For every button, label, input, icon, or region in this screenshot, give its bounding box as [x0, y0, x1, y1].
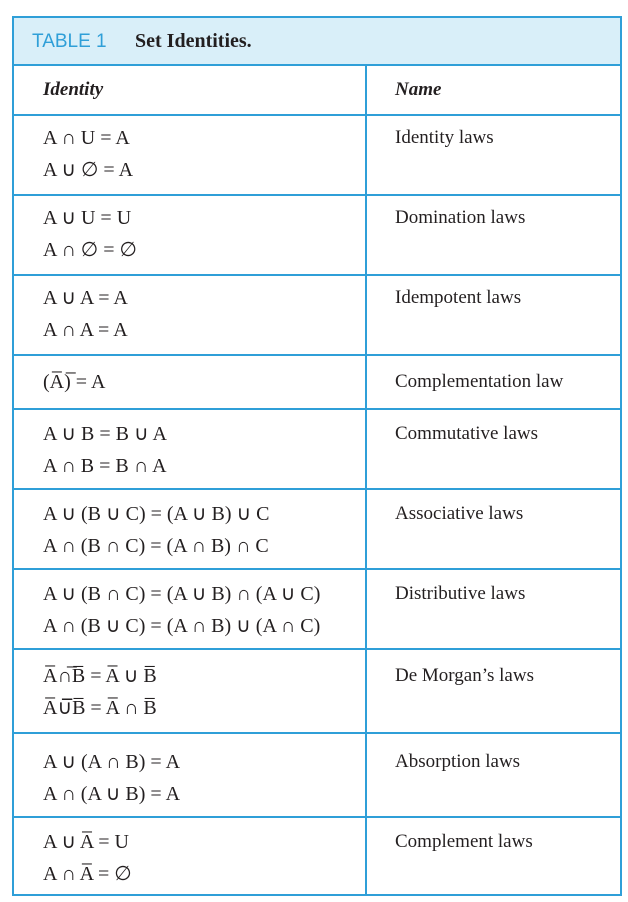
identity-line-2: A ∩ ∅ = ∅	[43, 239, 137, 261]
row-divider	[14, 274, 620, 276]
identity-line-1: A ∪ A = A	[43, 287, 128, 309]
header-divider	[14, 114, 620, 116]
row-divider	[14, 354, 620, 356]
law-name: Commutative laws	[395, 423, 539, 444]
set-identities-table	[12, 16, 622, 896]
table-number: TABLE 1	[32, 31, 107, 52]
table-title: Set Identities.	[135, 30, 252, 52]
column-divider	[365, 66, 367, 894]
identity-line-1: A ∩ U = A	[43, 127, 130, 149]
header-identity: Identity	[43, 79, 104, 100]
law-name: De Morgan’s laws	[395, 665, 534, 686]
row-divider	[14, 648, 620, 650]
identity-line-1: A ∪ (B ∪ C) = (A ∪ B) ∪ C	[43, 503, 270, 525]
identity-line-2: A ∩ B = B ∩ A	[43, 455, 167, 477]
identity-line-1: A̅∩̅B̅ = A̅ ∪ B̅	[43, 665, 157, 687]
identity-line-1: A ∪ (A ∩ B) = A	[43, 751, 181, 773]
identity-line-2: A ∩ A̅ = ∅	[43, 863, 132, 885]
law-name: Domination laws	[395, 207, 526, 228]
identity-line-2: A ∩ (A ∪ B) = A	[43, 783, 181, 805]
law-name: Identity laws	[395, 127, 494, 148]
identity-line-2: A ∩ A = A	[43, 319, 128, 341]
law-name: Distributive laws	[395, 583, 526, 604]
table-caption	[14, 18, 620, 66]
law-name: Complement laws	[395, 831, 533, 852]
identity-line-1: A ∪ (B ∩ C) = (A ∪ B) ∩ (A ∪ C)	[43, 583, 321, 605]
identity-line-1: (A̅)̅ = A	[43, 371, 106, 393]
identity-line-1: A ∪ U = U	[43, 207, 132, 229]
row-divider	[14, 732, 620, 734]
row-divider	[14, 816, 620, 818]
row-divider	[14, 568, 620, 570]
identity-line-2: A ∩ (B ∩ C) = (A ∩ B) ∩ C	[43, 535, 269, 557]
row-divider	[14, 194, 620, 196]
law-name: Absorption laws	[395, 751, 521, 772]
law-name: Associative laws	[395, 503, 524, 524]
identity-line-2: A ∪ ∅ = A	[43, 159, 134, 181]
identity-line-2: A ∩ (B ∪ C) = (A ∩ B) ∪ (A ∩ C)	[43, 615, 321, 637]
row-divider	[14, 488, 620, 490]
law-name: Idempotent laws	[395, 287, 522, 308]
identity-line-1: A ∪ A̅ = U	[43, 831, 129, 853]
law-name: Complementation law	[395, 371, 564, 392]
header-name: Name	[395, 79, 442, 100]
row-divider	[14, 408, 620, 410]
identity-line-2: A̅∪̅B̅ = A̅ ∩ B̅	[43, 697, 157, 719]
identity-line-1: A ∪ B = B ∪ A	[43, 423, 167, 445]
